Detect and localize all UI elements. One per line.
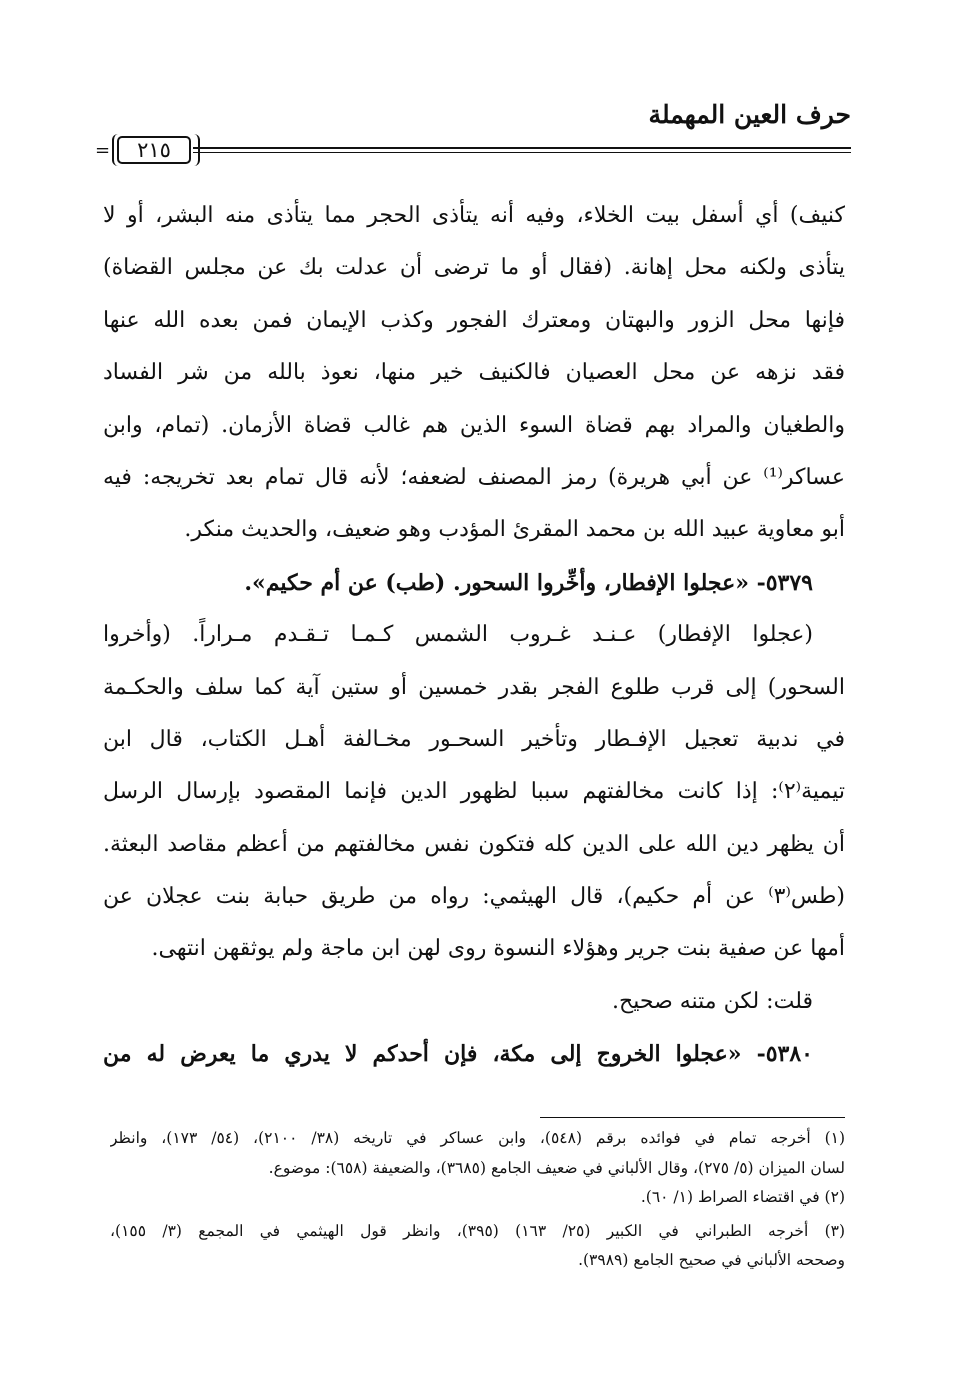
text-line: تيمية⁽٢⁾: إذا كانت مخالفتهم سببا لظهور الدين فإنما المقصود بإرسال الرسل xyxy=(103,779,845,805)
footnote-line: وصححه الألباني في صحيح الجامع (٣٩٨٩). xyxy=(578,1251,845,1269)
text-line: في ندبية تعجيل الإفـطار وتأخير السحـور مخـالفة أهـل الكتاب، قال ابن xyxy=(103,726,845,752)
text-line: أمها عن صفية بنت جرير وهؤلاء النسوة روى لهن ابن ماجة ولم يوثقهن انتهى. xyxy=(151,936,845,962)
chapter-title: حرف العين المهملة xyxy=(648,100,851,129)
header-edge-mark: = xyxy=(95,140,111,161)
hadith-heading-5379: ٥٣٧٩- «عجلوا الإفطار، وأخِّروا السحور. (طب) عن أم حكيم». xyxy=(244,569,813,596)
text-line: أبو معاوية عبيد الله بن محمد المقرئ المؤدب وهو ضعيف، والحديث منكر. xyxy=(184,517,845,543)
footnotes xyxy=(110,1124,845,1276)
text-line: كنيف) أي أسفل بيت الخلاء، وفيه أنه يتأذى الحجر مما يتأذى منه البشر، أو لا xyxy=(103,203,845,228)
text-line: السحور) إلى قرب طلوع الفجر بقدر خمسين أو ستين آية كما سلف والحكـمة xyxy=(103,674,845,700)
text-line: (طس⁽٣⁾ عن أم حكيم)، قال الهيثمي: رواه من طريق حبابة بنت عجلان عن xyxy=(103,884,845,910)
hadith-heading-5380: ٥٣٨٠- «عجلوا الخروج إلى مكة، فإن أحدكم لا يدري ما يعرض له من xyxy=(103,1041,813,1068)
footnote-line: (١) أخرجه تمام في فوائده برقم (٥٤٨)، وابن عساكر في تاريخه (٣٨/ ٢١٠٠)، (٥٤/ ١٧٣)، وانظر xyxy=(110,1129,845,1147)
text-line: عساكر⁽¹⁾ عن أبي هريرة) رمز المصنف لضعفه؛ لأنه قال تمام بعد تخريجه: فيه xyxy=(103,464,845,490)
text-line: أن يظهر دين الله على الدين كله فتكون نفس مخالفتهم من أعظم مقاصد البعثة. xyxy=(103,831,845,857)
text-line: فإنها محل الزور والبهتان ومعترك الفجور وكذب الإيمان فمن بعده الله عنها xyxy=(103,307,845,333)
footnote-line: (٢) في اقتضاء الصراط (١/ ٦٠). xyxy=(640,1188,845,1206)
page-number: ٢١٥ xyxy=(117,136,191,164)
text-line: يتأذى ولكنه محل إهانة. (فقال أو ما ترضى أن عدلت بك عن مجلس القضاة) xyxy=(103,255,845,281)
text-line: فقد نزهه عن محل العصيان فالكنيف خير منها، نعوذ بالله من شر الفساد xyxy=(103,360,845,386)
header-rule xyxy=(193,147,851,149)
main-text xyxy=(103,190,845,1081)
footnote-line: لسان الميزان (٥/ ٢٧٥)، وقال الألباني في ضعيف الجامع (٣٦٨٥)، والضعيفة (٦٥٨): موضوع. xyxy=(268,1158,845,1177)
header-rule-thin xyxy=(193,152,851,153)
text-line: قلت: لكن متنه صحيح. xyxy=(612,988,813,1014)
page-header xyxy=(95,100,851,162)
footnote-line: (٣) أخرجه الطبراني في الكبير (٢٥/ ١٦٣) (٣٩٥)، وانظر قول الهيثمي في المجمع (٣/ ١٥٥)، xyxy=(110,1221,845,1240)
text-line: (عجلوا الإفطار) عـنـد غـروب الشمس كـمـا تـقـدم مـراراً. (وأخروا xyxy=(103,622,813,648)
text-line: والطغيان والمراد بهم قضاة السوء الذين هم غالب قضاة الأزمان. (تمام، وابن xyxy=(103,412,845,438)
footnote-separator xyxy=(540,1117,845,1118)
